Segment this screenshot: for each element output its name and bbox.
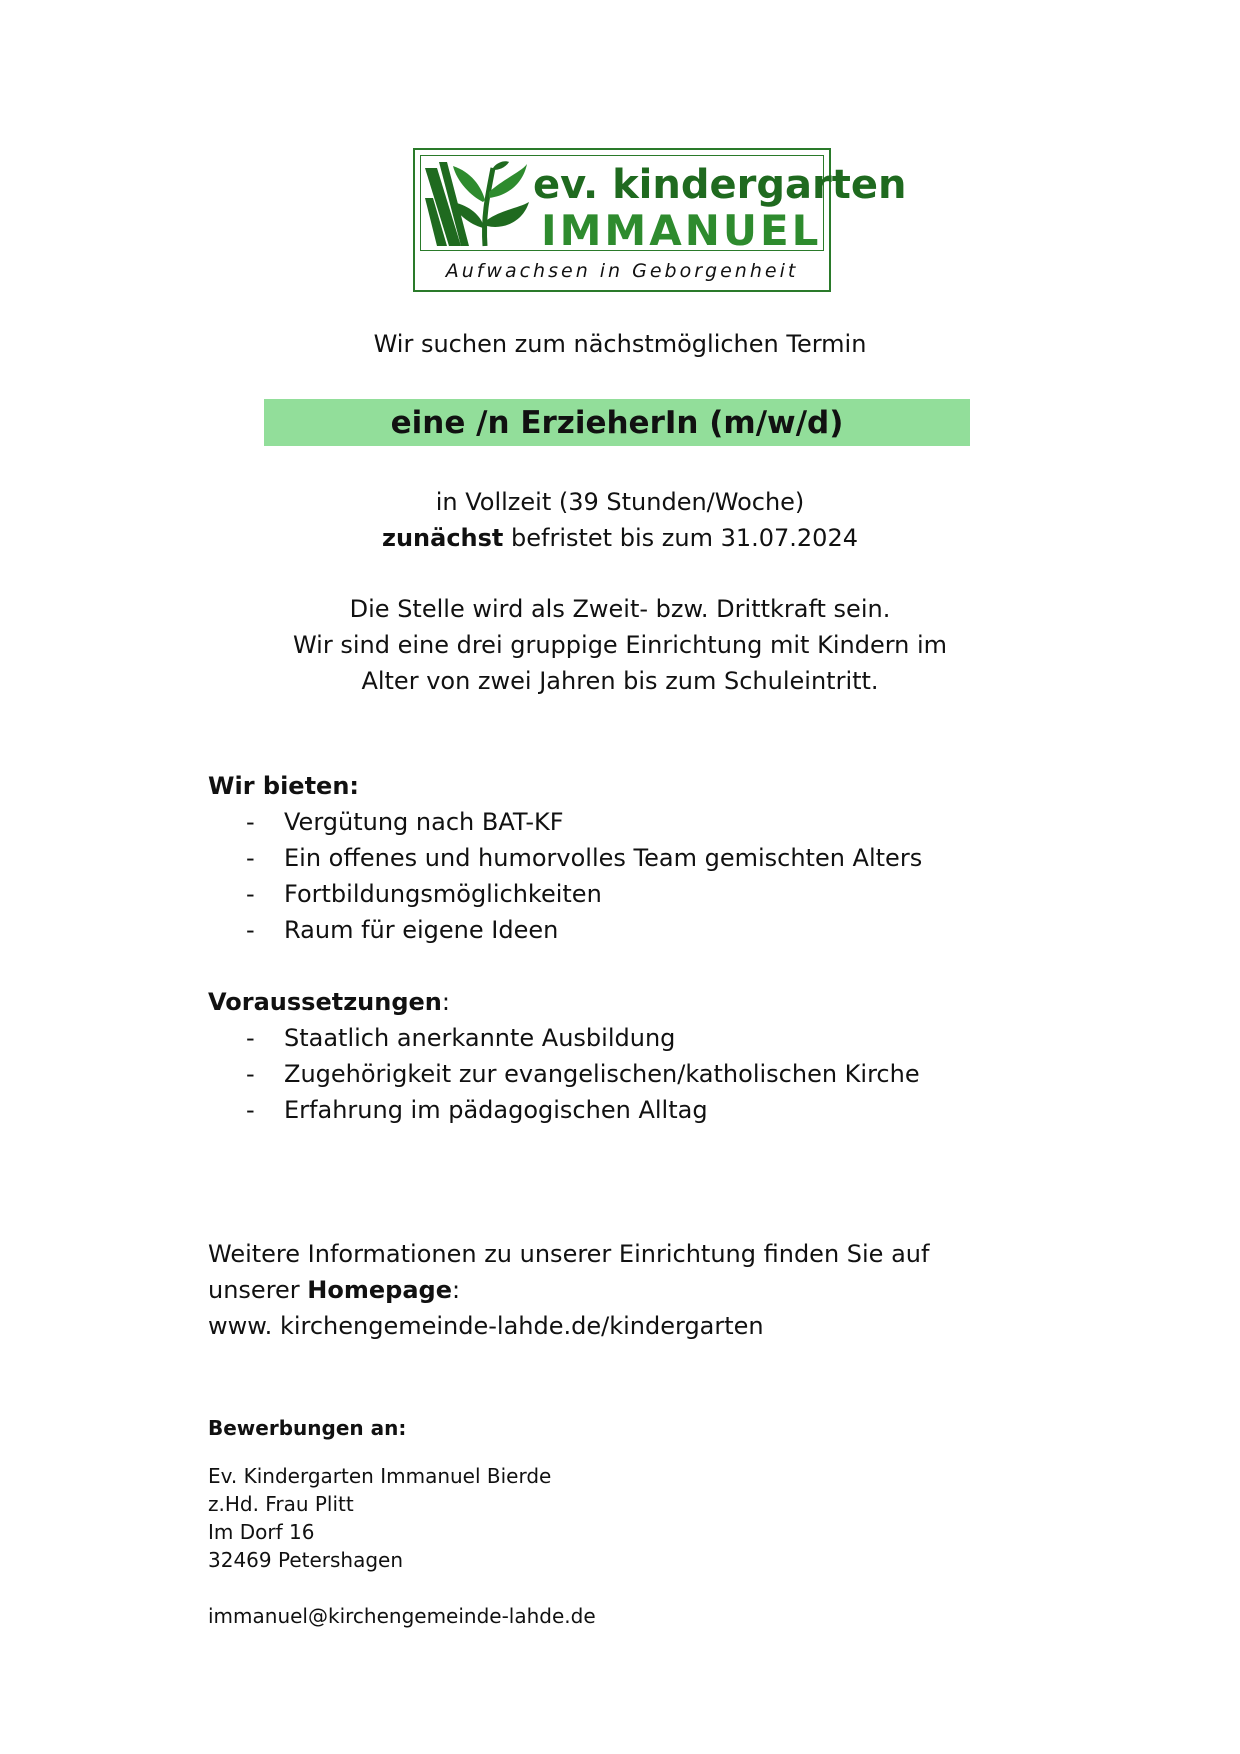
list-item-text: Fortbildungsmöglichkeiten: [284, 880, 602, 908]
offers-section: [208, 768, 922, 948]
list-item: [208, 1092, 920, 1128]
application-heading: Bewerbungen an:: [208, 1416, 407, 1440]
description-line: Alter von zwei Jahren bis zum Schuleintritt.: [361, 667, 879, 695]
address-line: Ev. Kindergarten Immanuel Bierde: [208, 1464, 552, 1488]
hours-line: in Vollzeit (39 Stunden/Woche): [435, 488, 805, 516]
list-dash: -: [246, 808, 255, 836]
list-dash: -: [246, 880, 255, 908]
requirements-heading-line: [208, 984, 920, 1020]
employment-conditions: [0, 484, 1240, 556]
requirements-colon: :: [441, 988, 450, 1016]
list-item: [208, 1020, 920, 1056]
description-line: Die Stelle wird als Zweit- bzw. Drittkraft sein.: [349, 595, 891, 623]
info-suffix: :: [452, 1276, 461, 1304]
logo-frame: [420, 155, 907, 255]
list-item: [208, 912, 922, 948]
more-info: [208, 1236, 929, 1344]
address-line: z.Hd. Frau Plitt: [208, 1492, 354, 1516]
application-email[interactable]: immanuel@kirchengemeinde-lahde.de: [208, 1604, 596, 1628]
info-line: Weitere Informationen zu unserer Einrichtung finden Sie auf: [208, 1240, 930, 1268]
list-dash: -: [246, 1096, 255, 1124]
info-homepage-bold: Homepage: [307, 1276, 452, 1304]
requirements-list: [208, 1020, 920, 1128]
list-item-text: Erfahrung im pädagogischen Alltag: [284, 1096, 708, 1124]
intro-text: Wir suchen zum nächstmöglichen Termin: [373, 330, 867, 358]
list-dash: -: [246, 844, 255, 872]
list-dash: -: [246, 916, 255, 944]
list-item: [208, 876, 922, 912]
application-section: [208, 1414, 596, 1630]
list-item-text: Vergütung nach BAT-KF: [284, 808, 564, 836]
position-title-banner: [264, 399, 970, 446]
list-item: [208, 1056, 920, 1092]
logo-line1: ev. kindergarten: [533, 162, 907, 208]
list-dash: -: [246, 1060, 255, 1088]
temporary-line: [0, 520, 1240, 556]
list-item-text: Zugehörigkeit zur evangelischen/katholischen Kirche: [284, 1060, 920, 1088]
address-line: 32469 Petershagen: [208, 1548, 404, 1572]
plant-leaves-icon: [423, 158, 531, 248]
list-item-text: Ein offenes und humorvolles Team gemischten Alters: [284, 844, 923, 872]
description: [0, 591, 1240, 699]
info-homepage-line: [208, 1272, 929, 1308]
list-item: [208, 804, 922, 840]
list-item: [208, 840, 922, 876]
kindergarten-logo: [413, 148, 907, 292]
offers-heading: Wir bieten:: [208, 772, 360, 800]
list-item-text: Raum für eigene Ideen: [284, 916, 559, 944]
logo-line2: IMMANUEL: [541, 206, 822, 255]
temporary-rest: befristet bis zum 31.07.2024: [503, 524, 858, 552]
address-line: Im Dorf 16: [208, 1520, 315, 1544]
temporary-bold: zunächst: [381, 524, 504, 552]
list-item-text: Staatlich anerkannte Ausbildung: [284, 1024, 676, 1052]
list-dash: -: [246, 1024, 255, 1052]
logo-tagline: Aufwachsen in Geborgenheit: [445, 260, 799, 282]
description-line: Wir sind eine drei gruppige Einrichtung mit Kindern im: [292, 631, 948, 659]
requirements-heading: Voraussetzungen: [208, 988, 442, 1016]
offers-list: [208, 804, 922, 948]
homepage-url[interactable]: www. kirchengemeinde-lahde.de/kindergarten: [208, 1312, 764, 1340]
info-prefix: unserer: [208, 1276, 308, 1304]
position-title: eine /n ErzieherIn (m/w/d): [390, 404, 844, 441]
requirements-section: [208, 984, 920, 1128]
